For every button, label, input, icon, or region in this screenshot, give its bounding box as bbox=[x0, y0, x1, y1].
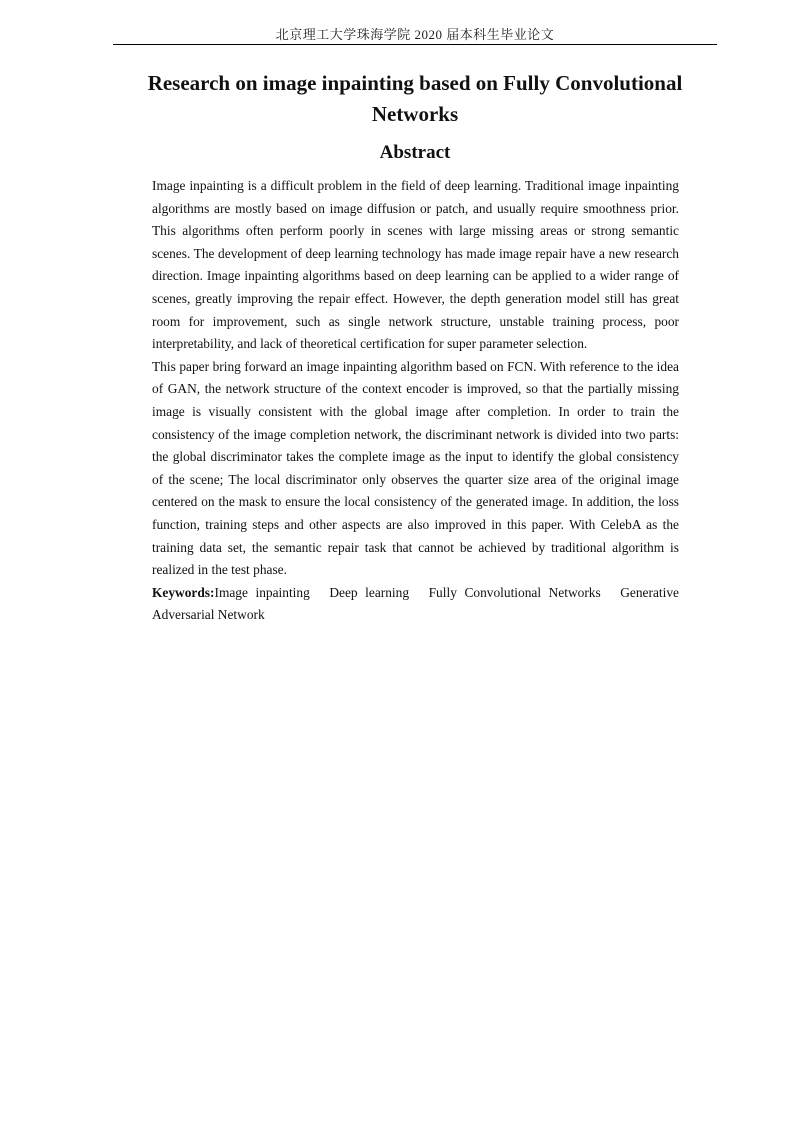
keywords-line bbox=[152, 582, 679, 627]
abstract-body bbox=[152, 175, 679, 627]
paper-title-line2: Networks bbox=[371, 102, 459, 126]
keyword-item: Fully Convolutional Networks bbox=[428, 584, 601, 600]
paper-title bbox=[113, 68, 717, 130]
header-rule bbox=[113, 44, 717, 45]
abstract-paragraph-2: This paper bring forward an image inpainting algorithm based on FCN. With reference to the idea of GAN, the network structure of the context encoder is improved, so that the partially missing image is visually consistent with the global image after completion. In order to train the consistency of the image completion network, the discriminant network is divided into two parts: the global discriminator takes the complete image as the input to identify the global consistency of the scene; The local discriminator only observes the quarter size area of the original image centered on the mask to ensure the local consistency of the generated image. In addition, the loss function, training steps and other aspects are also improved in this paper. With CelebA as the training data set, the semantic repair task that cannot be achieved by traditional algorithm is realized in the test phase. bbox=[152, 358, 679, 578]
running-header: 北京理工大学珠海学院 2020 届本科生毕业论文 bbox=[275, 27, 555, 42]
keyword-item: Generative Adversarial Network bbox=[152, 584, 679, 623]
paper-title-line1: Research on image inpainting based on Fully Convolutional bbox=[147, 71, 683, 95]
abstract-paragraph-1: Image inpainting is a difficult problem in the field of deep learning. Traditional image inpainting algorithms are mostly based on image diffusion or patch, and usually require smoothness prior. This algorithms often perform poorly in scenes with large missing areas or strong semantic scenes. The development of deep learning technology has made image repair have a new research direction. Image inpainting algorithms based on deep learning can be applied to a wider range of scenes, greatly improving the repair effect. However, the depth generation model still has great room for improvement, such as single network structure, unstable training process, poor interpretability, and lack of theoretical certification for super parameter selection. bbox=[152, 178, 679, 352]
keywords-label: Keywords: bbox=[152, 584, 215, 600]
keyword-item: Image inpainting bbox=[214, 584, 310, 600]
abstract-heading: Abstract bbox=[379, 142, 451, 163]
keyword-item: Deep learning bbox=[329, 584, 410, 600]
